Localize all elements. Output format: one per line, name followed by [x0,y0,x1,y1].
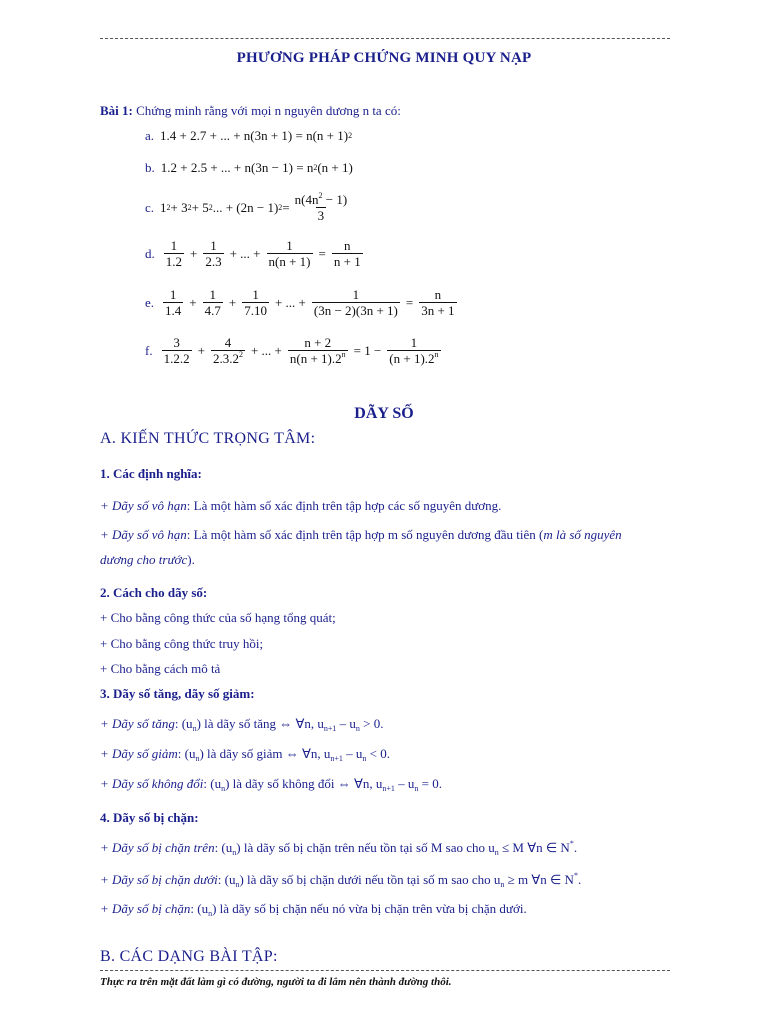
formula-d-f1-den: 1.2 [165,254,182,269]
s3-line3-term: + Dãy số không đổi [100,776,204,791]
formula-d-f2-den: 2.3 [205,254,222,269]
formula-b-rhs: (n + 1) [317,160,353,175]
formula-b-label: b. [145,160,155,175]
formula-c-t1: 1 [160,199,167,215]
s1-line2-term: + Dãy số vô hạn [100,527,187,542]
formula-e-f2 [203,287,223,318]
formula-d: d. $\frac{1}{1.2}$ + $\frac{1}{2.3}$ + ... + $\frac{1}{n(n + 1)}$ = $\frac{n}{n + 1}$ [145,238,361,269]
formula-c-fraction [293,192,350,223]
s1-heading: 1. Các định nghĩa: [100,466,202,481]
formula-f-f1-num: 3 [173,335,180,350]
formula-d-f4-den: n + 1 [333,254,361,269]
formula-d-label: d. [145,245,155,261]
s1-line2-text: : Là một hàm số xác định trên tập hợp m số nguyên dương đầu tiên ( [186,527,544,542]
formula-d-f4-num: n [344,238,351,253]
formula-d-f3 [267,238,313,269]
s1-line2-ital: m là số nguyên [543,527,622,542]
footer-quote: Thực ra trên mặt đất làm gì có đường, người ta đi lắm nên thành đường thôi. [100,976,452,988]
s1-line1-text: : Là một hàm số xác định trên tập hợp các số nguyên dương. [186,498,502,513]
formula-e-f5-den: 3n + 1 [421,303,455,318]
formula-e-f2-num: 1 [209,287,216,302]
s1-line3-text: ). [187,552,195,567]
s2-line2: + Cho bằng công thức truy hồi; [100,636,264,651]
s2-heading: 2. Cách cho dãy số: [100,585,208,600]
formula-c-t2: + 3 [170,199,188,215]
formula-b-lhs: 1.2 + 2.5 + ... + n(3n − 1) = n [160,160,314,175]
formula-b: b. 1.2 + 2.5 + ... + n(3n − 1) = n 2 (n + 1) [145,160,353,175]
formula-e-f1-den: 1.4 [165,303,182,318]
s1-line1 [100,498,501,514]
formula-c-den: 3 [317,208,325,223]
top-divider [100,38,670,39]
formula-f-f4-den: (n + 1).2 [389,351,435,366]
s3-line2: + Dãy số giảm: $(u_n)$ là dãy số giảm ⇔ ∀n, $u_{n+1} - u_n < 0$. [100,746,390,763]
day-so-title: DÃY SỐ [354,405,414,422]
formula-d-f1 [164,238,184,269]
formula-c-eq: = [282,199,290,215]
formula-f-label: f. [145,342,153,358]
formula-e-label: e. [145,294,155,310]
formula-f-f3-num: n + 2 [304,335,332,350]
formula-f-f3 [288,335,348,366]
formula-e-f5 [419,287,456,318]
formula-f-f2-den: 2.3.2 [212,351,239,366]
formula-f-rhs: = 1 − [353,342,382,358]
formula-a-expr: 1.4 + 2.7 + ... + n(3n + 1) = n(n + 1) [160,128,349,143]
s4-line2-term: + Dãy số bị chặn dưới [100,872,218,887]
s4-line1: + Dãy số bị chặn trên: $(u_n)$ là dãy số bị chặn trên nếu tồn tại số M sao cho $u_n \le M$ ∀n ∈ N*. [100,839,578,857]
formula-f: f. $\frac{3}{1.2.2}$ + $\frac{4}{2.3.2^2}$ + ... + $\frac{n + 2}{n(n + 1).2^n}$ = 1 − $\frac{1}{(n + 1).2^n}$ [145,335,439,366]
formula-c-numend: − 1) [322,192,348,207]
s3-heading: 3. Dãy số tăng, dãy số giảm: [100,686,255,701]
formula-e-f3-den: 7.10 [244,303,267,318]
formula-f-f4-num: 1 [410,335,418,350]
s2-line3: + Cho bằng cách mô tả [100,661,221,676]
section-b-heading: B. CÁC DẠNG BÀI TẬP: [100,948,278,965]
s3-line2-term: + Dãy số giảm [100,746,178,761]
formula-f-f4-densup: n [434,350,439,359]
formula-c-t3: + 5 [191,199,209,215]
formula-f-f3-densup: n [341,350,346,359]
formula-e-f1 [163,287,183,318]
formula-f-mid: + ... + [250,342,282,358]
formula-e-f3 [242,287,269,318]
s4-line2: + Dãy số bị chặn dưới: $(u_n)$ là dãy số bị chặn dưới nếu tồn tại số m sao cho $u_n \ge m$ ∀n ∈ N*. [100,871,582,889]
formula-f-f1 [162,335,192,366]
s3-line1-term: + Dãy số tăng [100,716,175,731]
bottom-divider [100,970,670,971]
section-a-heading: A. KIẾN THỨC TRỌNG TÂM: [100,430,316,447]
formula-c-t4: ... + (2n − 1) [212,199,279,215]
formula-f-f2-densup: 2 [238,350,243,359]
s4-line3: + Dãy số bị chặn: $(u_n)$ là dãy số bị chặn nếu nó vừa bị chặn trên vừa bị chặn dưới. [100,901,527,918]
exercise-1-label: Bài 1: [100,103,133,118]
formula-f-f3-den: n(n + 1).2 [289,351,342,366]
formula-d-f2 [203,238,223,269]
formula-c-num: n(4n [294,192,319,207]
s3-line1: + Dãy số tăng: $(u_n)$ là dãy số tăng ⇔ ∀n, $u_{n+1} - u_n > 0$. [100,716,384,733]
exercise-1-prompt [100,103,401,119]
formula-e-f3-num: 1 [252,287,259,302]
formula-e-f2-den: 4.7 [204,303,221,318]
s3-line3: + Dãy số không đổi: $(u_n)$ là dãy số không đổi ⇔ ∀n, $u_{n+1} - u_n = 0$. [100,776,442,793]
formula-e-f4-num: 1 [352,287,360,302]
s1-line3-ital: dương cho trước [100,552,188,567]
formula-c: c. 1 2 + 3 2 + 5 2 ... + (2n − 1) 2 = $\frac{n(4n^2 - 1)}{3}$ [145,191,348,223]
s4-line1-term: + Dãy số bị chặn trên [100,840,215,855]
s1-line3 [100,552,195,568]
formula-d-mid: + ... + [229,245,261,261]
formula-d-f3-num: 1 [286,238,293,253]
s4-line3-term: + Dãy số bị chặn [100,901,191,916]
formula-e-f4 [312,287,400,318]
formula-e-mid: + ... + [274,294,306,310]
formula-d-f4 [332,238,363,269]
s1-line2 [100,527,622,543]
formula-e-f4-den: (3n − 2)(3n + 1) [313,303,398,318]
s4-heading: 4. Dãy số bị chặn: [100,810,199,825]
formula-f-f1-den: 1.2.2 [163,351,190,366]
formula-e: e. $\frac{1}{1.4}$ + $\frac{1}{4.7}$ + $\frac{1}{7.10}$ + ... + $\frac{1}{(3n - 2)(3n + 1)}$ = $\frac{n}{3n + 1}$ [145,287,455,318]
page-title: PHƯƠNG PHÁP CHỨNG MINH QUY NẠP [236,50,532,66]
formula-d-f2-num: 1 [210,238,217,253]
formula-c-numsup: 2 [318,191,323,200]
formula-a: a. 1.4 + 2.7 + ... + n(3n + 1) = n(n + 1) 2 [145,128,353,143]
s2-line1: + Cho bằng công thức của số hạng tổng quát; [100,610,336,625]
formula-e-f5-num: n [434,287,442,302]
exercise-1-text: Chứng minh rằng với mọi n nguyên dương n ta có: [132,103,401,118]
s1-line1-term: + Dãy số vô hạn [100,498,187,513]
formula-a-label: a. [145,128,155,143]
formula-f-f4 [387,335,440,366]
formula-f-f2 [211,335,245,366]
formula-d-f1-num: 1 [170,238,178,253]
formula-d-f3-den: n(n + 1) [268,254,311,269]
formula-c-label: c. [145,199,155,215]
formula-f-f2-num: 4 [224,335,232,350]
formula-e-f1-num: 1 [169,287,177,302]
